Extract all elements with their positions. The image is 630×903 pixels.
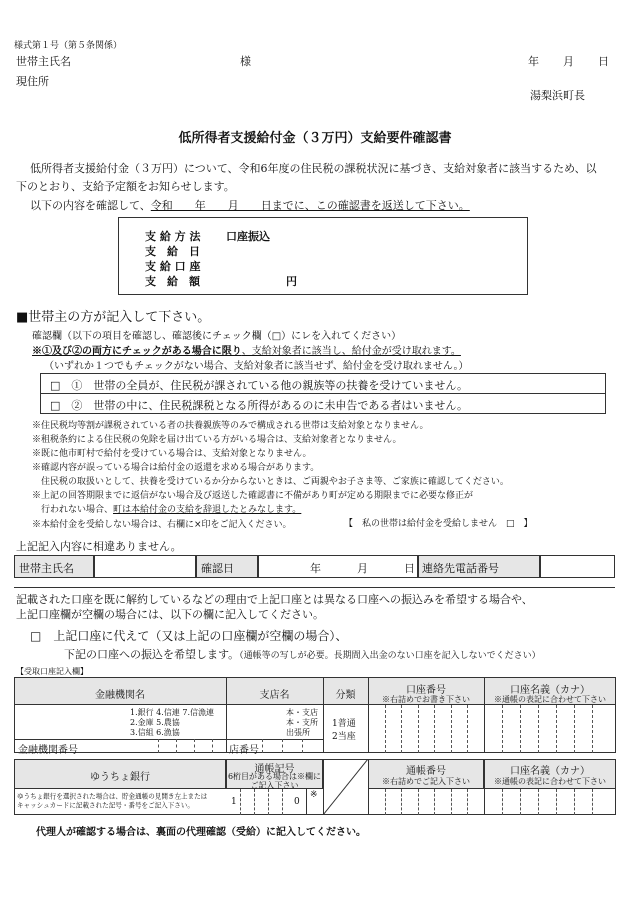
head-name-input[interactable] [94, 555, 196, 578]
col-account-holder-note: ※通帳の表記に合わせて下さい [494, 695, 606, 704]
yucho-holder-label: 口座名義（カナ） [510, 766, 590, 777]
yucho-note2: キャッシュカードに記載された記号・番号をご記入下さい。 [17, 801, 194, 810]
branch-type-line1: 本・支店 [286, 708, 318, 717]
payment-account-label: 支 給 口 座 [145, 260, 201, 273]
col-bank-name: 金融機関名 [95, 690, 145, 701]
form-number: 様式第１号（第５条関係） [14, 41, 123, 51]
check-condition [32, 342, 461, 357]
section1-heading: ■世帯主の方が記入して下さい。 [16, 310, 211, 325]
confirm-date-label: 確認日 [201, 562, 234, 575]
payment-method-label: 支 給 方 法 [145, 230, 201, 243]
footer-note: 代理人が確認する場合は、裏面の代理確認（受給）に記入してください。 [36, 827, 366, 838]
alt-account-request: 下記の口座への振込を希望します。 [64, 648, 240, 661]
note-7-underlined: 町は本給付金の支給を辞退したとみなします。 [113, 505, 302, 515]
acct-type-ordinary[interactable]: 1普通 [332, 719, 356, 729]
confirm-month: 月 [357, 562, 368, 575]
branch-type-line3: 出張所 [286, 728, 310, 737]
date-day: 日 [598, 55, 609, 68]
yucho-symbol-note1: 6桁目がある場合は※欄に [227, 772, 322, 781]
return-deadline: 令和 年 月 日までに、この確認書を返送して下さい。 [150, 199, 470, 212]
alt-account-option[interactable]: □ 上記口座に代えて（又は上記の口座欄が空欄の場合）、 [30, 629, 348, 643]
check-condition-note: （いずれか１つでもチェックがない場合、支給対象者に該当せず、給付金を受け取れません。） [44, 361, 469, 372]
confirm-year: 年 [310, 562, 321, 575]
bank-code-label: 金融機関番号 [18, 745, 78, 756]
intro-line1: 低所得者支援給付金（３万円）について、令和6年度の住民税の課税状況に基づき、支給対象者に該当するため、以 [30, 162, 597, 175]
intro-line2: 下のとおり、支給予定額をお知らせします。 [16, 180, 235, 193]
payment-method-value: 口座振込 [226, 230, 270, 243]
bank-type-line3: 3.信組 6.漁協 [130, 728, 180, 737]
check-instructions: 確認欄（以下の項目を確認し、確認後にチェック欄（□）にレを入れてください） [32, 331, 402, 342]
date-month: 月 [563, 55, 574, 68]
note-5: 住民税の取扱いとして、扶養を受けているか分からないときは、ご両親やお子さま等、ご家族に確認してください。 [32, 477, 509, 487]
divider [14, 587, 615, 588]
confirm-day: 日 [404, 562, 415, 575]
yucho-slash [323, 759, 368, 815]
section2-line2: 上記口座欄が空欄の場合には、以下の欄に記入してください。 [16, 608, 324, 621]
note-6: ※上記の回答期限までに返信がない場合及び返送した確認書に不備があり町が定める期限までに必要な修正が [32, 491, 474, 501]
check-2-text: □ ② 世帯の中に、住民税課税となる所得があるのに未申告である者はいません。 [50, 399, 469, 412]
check-condition-bold: ※①及び②の両方にチェックがある場合に限り [32, 346, 242, 357]
phone-input[interactable] [540, 555, 615, 578]
note-2: ※租税条約による住民税の免除を届け出ている方がいる場合は、支給対象者となりません。 [32, 435, 402, 445]
yucho-symbol-note2: ご記入下さい [250, 781, 299, 790]
branch-code-label: 店番号 [229, 745, 259, 756]
check-condition-rest: 、支給対象者に該当し、給付金が受け取れます。 [241, 346, 461, 357]
confirm-statement: 上記記入内容に相違ありません。 [16, 540, 182, 553]
bank-type-line1: 1.銀行 4.信連 7.信漁連 [130, 708, 214, 717]
intro-line3-prefix: 以下の内容を確認して、 [30, 199, 151, 212]
page-title: 低所得者支援給付金（３万円）支給要件確認書 [178, 131, 452, 146]
col-branch-name: 支店名 [259, 690, 290, 701]
sama-label: 様 [240, 55, 251, 68]
yucho-label: ゆうちょ銀行 [90, 772, 150, 783]
alt-account-note: （通帳等の写しが必要。長期間入出金のない口座を記入しないでください） [239, 651, 541, 661]
note-7-prefix: 行われない場合、 [32, 505, 114, 515]
yucho-symbol-label: 通帳記号 [254, 764, 295, 775]
col-account-holder: 口座名義（カナ） [510, 685, 590, 696]
note-7 [32, 502, 301, 515]
decline-checkbox[interactable]: 【 私の世帯は給付金を受給しません □ 】 [344, 519, 533, 529]
yucho-holder-note: ※通帳の表記に合わせて下さい [494, 777, 606, 786]
yucho-number-note: ※右詰めでご記入下さい [382, 777, 470, 786]
acct-type-current[interactable]: 2当座 [332, 732, 356, 742]
payment-date-label: 支 給 日 [145, 245, 200, 258]
issuer: 湯梨浜町長 [530, 89, 585, 102]
col-account-number-note: ※右詰めでお書き下さい [382, 695, 470, 704]
head-name-label: 世帯主氏名 [16, 55, 71, 68]
confirm-date-input[interactable] [258, 555, 418, 578]
branch-type-line2: 本・支所 [286, 718, 318, 727]
confirm-head-label: 世帯主氏名 [19, 562, 74, 575]
intro-line3 [30, 197, 470, 213]
payment-amount-unit: 円 [286, 275, 297, 288]
bank-type-line2: 2.金庫 5.農協 [130, 718, 180, 727]
note-4: ※確認内容が誤っている場合は給付金の返還を求める場合があります。 [32, 463, 320, 473]
check-1-text: □ ① 世帯の全員が、住民税が課されている他の親族等の扶養を受けていません。 [50, 379, 469, 392]
col-account-type: 分類 [335, 690, 356, 701]
col-account-number: 口座番号 [406, 685, 446, 696]
yucho-digit-first: 1 [231, 797, 237, 807]
date-year: 年 [528, 55, 539, 68]
note-1: ※住民税均等割が課税されている者の扶養親族等のみで構成される世帯は支給対象となりません。 [32, 421, 429, 431]
yucho-asterisk: ※ [310, 790, 318, 800]
phone-label: 連絡先電話番号 [422, 562, 499, 575]
yucho-note1: ゆうちょ銀行を選択された場合は、貯金通帳の見開き左上または [17, 792, 208, 801]
section2-line1: 記載された口座を既に解約しているなどの理由で上記口座とは異なる口座への振込みを希望する場合や、 [16, 593, 533, 606]
decline-note: ※本給付金を受給しない場合は、右欄に×印をご記入ください。 [32, 520, 292, 530]
address-label: 現住所 [16, 75, 49, 88]
bank-table-caption: 【受取口座記入欄】 [16, 667, 88, 676]
yucho-number-label: 通帳番号 [406, 766, 446, 777]
yucho-digit-last: 0 [294, 797, 300, 807]
alt-account-line2 [64, 646, 541, 662]
payment-amount-label: 支 給 額 [145, 275, 200, 288]
note-3: ※既に他市町村で給付を受けている場合は、支給対象となりません。 [32, 449, 312, 459]
